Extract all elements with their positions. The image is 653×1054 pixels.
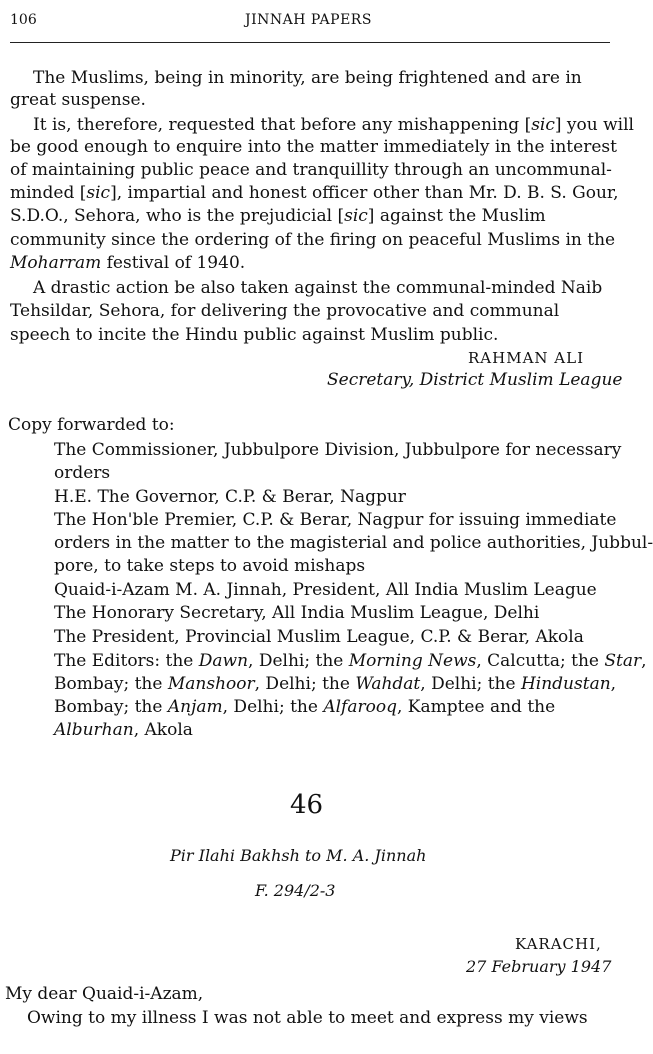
list-item: Alburhan, Akola: [54, 720, 193, 740]
text-line: minded [sic], impartial and honest officer other than Mr. D. B. S. Gour,: [10, 183, 619, 203]
list-item: The Hon'ble Premier, C.P. & Berar, Nagpur for issuing immediate: [54, 510, 617, 530]
list-item: The Commissioner, Jubbulpore Division, Jubbulpore for necessary: [54, 440, 622, 460]
signatory-title: Secretary, District Muslim League: [327, 370, 623, 390]
list-item: The Honorary Secretary, All India Muslim League, Delhi: [54, 603, 540, 623]
document-title: Pir Ilahi Bakhsh to M. A. Jinnah: [170, 846, 427, 865]
text-line: The Muslims, being in minority, are being frightened and are in: [33, 68, 582, 88]
list-item: orders in the matter to the magisterial and police authorities, Jubbul-: [54, 533, 653, 553]
text-line: great suspense.: [10, 90, 146, 110]
running-title: JINNAH PAPERS: [245, 12, 372, 28]
text-line: Moharram festival of 1940.: [10, 253, 246, 273]
list-item: Quaid-i-Azam M. A. Jinnah, President, All India Muslim League: [54, 580, 597, 600]
document-reference: F. 294/2-3: [255, 881, 336, 900]
text-line: Owing to my illness I was not able to meet and express my views: [27, 1008, 588, 1028]
list-item: Bombay; the Manshoor, Delhi; the Wahdat, Delhi; the Hindustan,: [54, 674, 617, 694]
list-item: H.E. The Governor, C.P. & Berar, Nagpur: [54, 487, 406, 507]
list-item: orders: [54, 463, 111, 483]
text-line: of maintaining public peace and tranquillity through an uncommunal-: [10, 160, 612, 180]
list-item: The Editors: the Dawn, Delhi; the Morning News, Calcutta; the Star,: [54, 651, 647, 671]
text-line: be good enough to enquire into the matter immediately in the interest: [10, 137, 617, 157]
header-rule: [10, 42, 610, 43]
text-line: Tehsildar, Sehora, for delivering the provocative and communal: [10, 301, 560, 321]
salutation: My dear Quaid-i-Azam,: [5, 984, 204, 1004]
letter-date: 27 February 1947: [466, 957, 612, 976]
text-line: community since the ordering of the firing on peaceful Muslims in the: [10, 230, 616, 250]
list-item: The President, Provincial Muslim League, C.P. & Berar, Akola: [54, 627, 584, 647]
list-item: pore, to take steps to avoid mishaps: [54, 556, 366, 576]
text-line: It is, therefore, requested that before any mishappening [sic] you will: [33, 115, 634, 135]
text-line: S.D.O., Sehora, who is the prejudicial [sic] against the Muslim: [10, 206, 546, 226]
letter-place: KARACHI,: [515, 935, 602, 953]
text-line: A drastic action be also taken against the communal-minded Naib: [33, 278, 603, 298]
document-number: 46: [290, 790, 324, 820]
page-number: 106: [10, 12, 37, 28]
signatory-name: RAHMAN ALI: [468, 349, 585, 367]
list-item: Bombay; the Anjam, Delhi; the Alfarooq, Kamptee and the: [54, 697, 556, 717]
copies-heading: Copy forwarded to:: [8, 415, 175, 435]
text-line: speech to incite the Hindu public against Muslim public.: [10, 325, 499, 345]
